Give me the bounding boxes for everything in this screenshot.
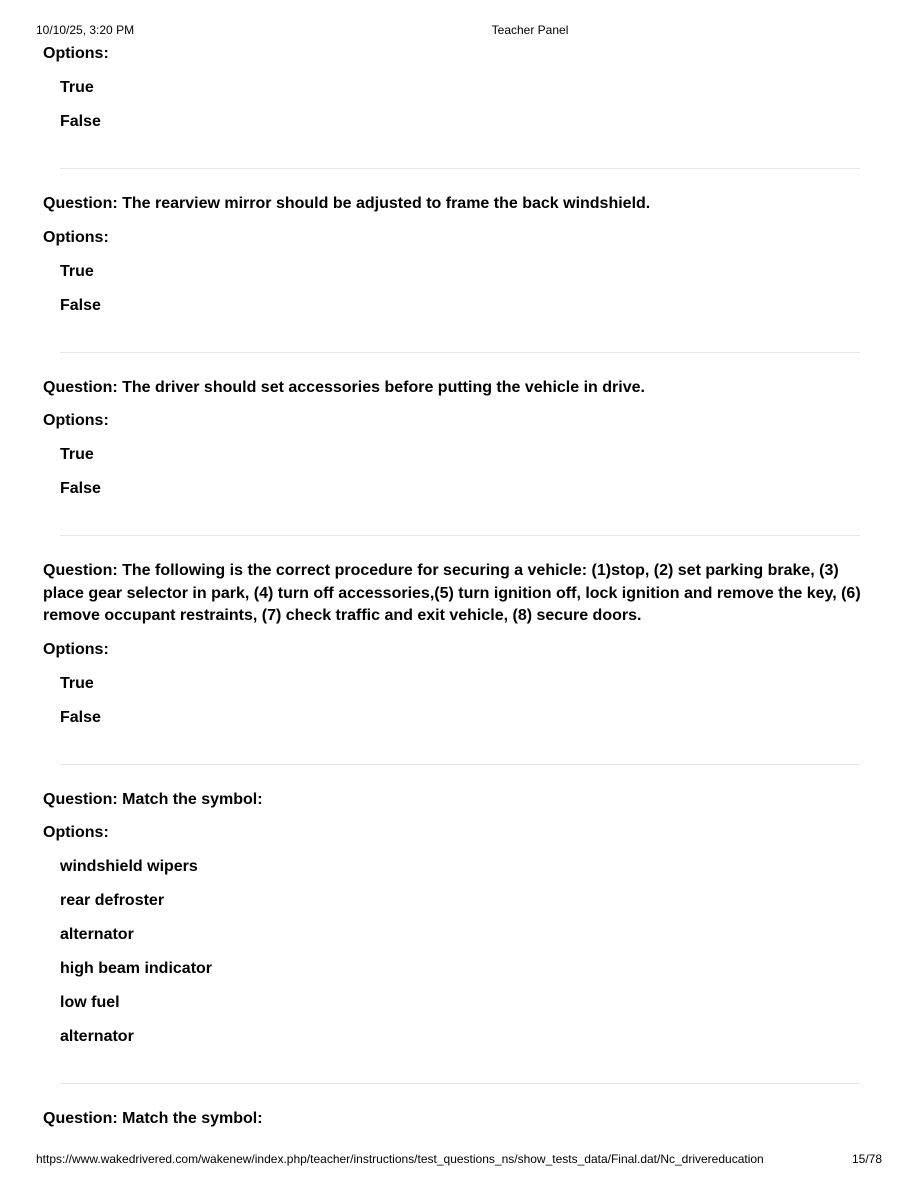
- option-item: windshield wipers: [60, 858, 198, 875]
- option-item: False: [60, 113, 101, 130]
- question-text: Question: Match the symbol:: [43, 790, 263, 808]
- option-item: rear defroster: [60, 892, 165, 909]
- option-item: True: [60, 79, 94, 96]
- options-label: Options:: [43, 824, 109, 841]
- question-block: [43, 789, 883, 1109]
- option-item: high beam indicator: [60, 960, 213, 977]
- question-block: [43, 193, 883, 377]
- options-label: Options:: [43, 412, 109, 429]
- options-label: Options:: [43, 45, 109, 62]
- question-block: [43, 1108, 883, 1131]
- options-label: Options:: [43, 228, 109, 246]
- question-block: [43, 377, 883, 561]
- question-text: Question: The driver should set accessories before putting the vehicle in drive.: [43, 378, 645, 396]
- question-list: [43, 44, 883, 1131]
- question-block-continued: [43, 44, 883, 193]
- option-item: True: [60, 674, 94, 692]
- page-number: 15/78: [851, 1152, 882, 1166]
- option-item: False: [60, 296, 101, 314]
- option-item: low fuel: [60, 994, 120, 1011]
- options-label: Options:: [43, 640, 109, 658]
- question-text: Question: Match the symbol:: [43, 1110, 263, 1127]
- option-item: alternator: [60, 1028, 134, 1045]
- question-block: [43, 560, 883, 789]
- option-item: False: [60, 480, 101, 497]
- option-item: True: [60, 262, 94, 280]
- question-text: Question: The following is the correct procedure for securing a vehicle: (1)stop, (2) set parking brake, (3) place gear selector in park, (4) turn off accessories,(5) turn ignition off, lock ignition and remove the key, (6) remove occupant restraints, (7) check traffic and exit vehicle, (8) secure doors.: [43, 562, 861, 624]
- page-url: https://www.wakedrivered.com/wakenew/index.php/teacher/instructions/test_questions_ns/show_tests_data/Final.dat/Nc_drivereducation: [36, 1152, 764, 1166]
- print-datetime: 10/10/25, 3:20 PM: [36, 23, 135, 37]
- page-title: Teacher Panel: [491, 23, 569, 37]
- question-text: Question: The rearview mirror should be adjusted to frame the back windshield.: [43, 195, 651, 212]
- option-item: alternator: [60, 926, 134, 943]
- option-item: False: [60, 708, 101, 726]
- option-item: True: [60, 446, 94, 463]
